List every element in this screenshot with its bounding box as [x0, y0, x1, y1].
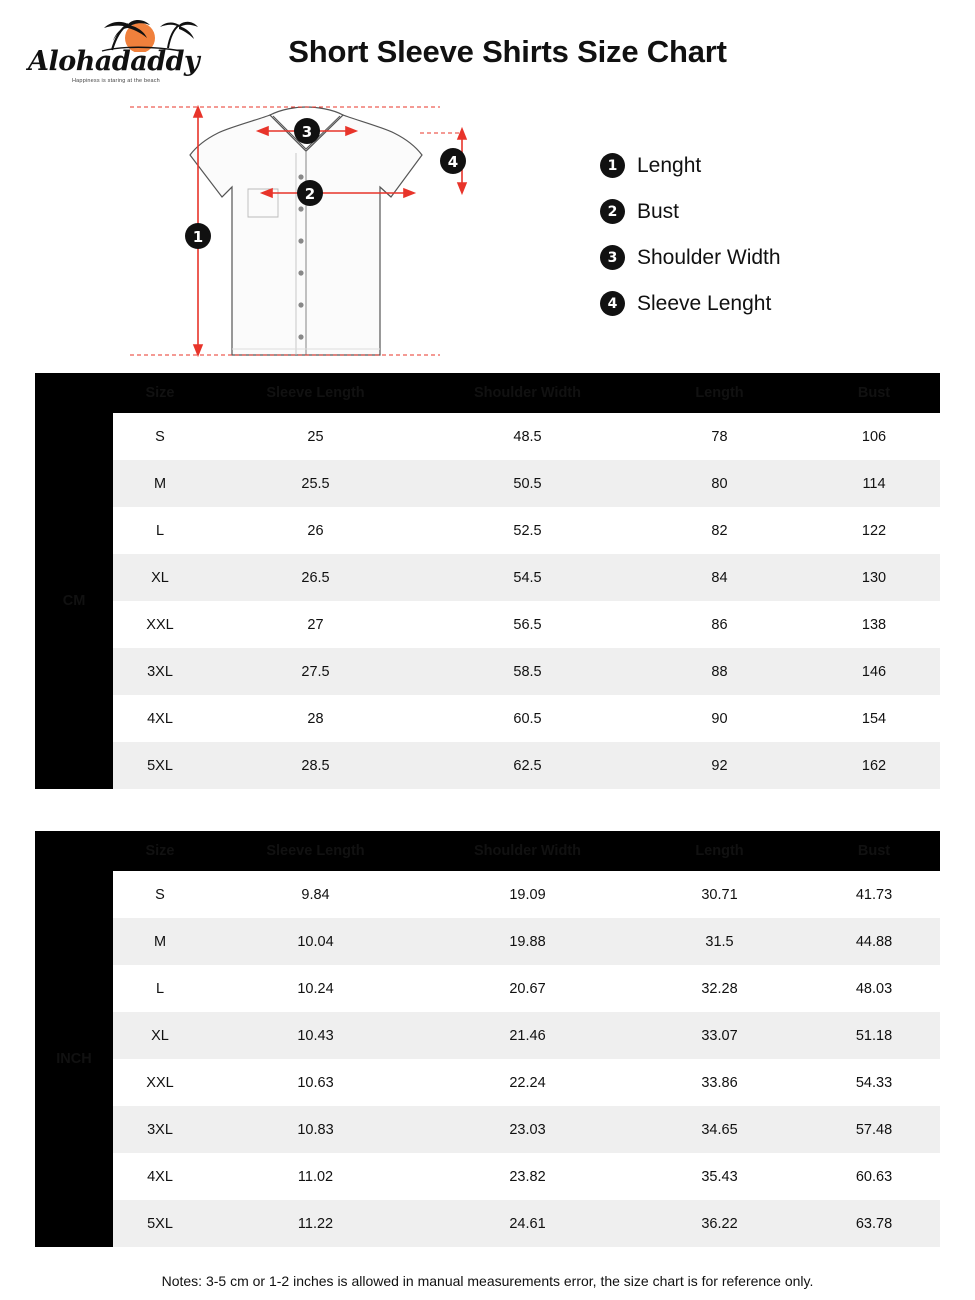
column-header-bust: Bust [808, 831, 940, 871]
size-table-inch [35, 831, 940, 1247]
cell-size: XXL [113, 601, 207, 648]
table-row [35, 965, 940, 1012]
cell-shoulder-width: 23.82 [424, 1153, 631, 1200]
cell-sleeve-length: 10.43 [207, 1012, 424, 1059]
cell-bust: 57.48 [808, 1106, 940, 1153]
column-header-length: Length [631, 831, 808, 871]
cell-length: 33.07 [631, 1012, 808, 1059]
table-row [35, 601, 940, 648]
cell-shoulder-width: 48.5 [424, 413, 631, 460]
legend-badge-1: 1 [600, 153, 625, 178]
cell-shoulder-width: 19.09 [424, 871, 631, 918]
table-row [35, 742, 940, 789]
cell-shoulder-width: 60.5 [424, 695, 631, 742]
table-row [35, 1059, 940, 1106]
cell-bust: 146 [808, 648, 940, 695]
shirt-illustration [110, 93, 500, 371]
cell-length: 84 [631, 554, 808, 601]
legend-badge-4: 4 [600, 291, 625, 316]
table-row [35, 648, 940, 695]
legend-label-length: Lenght [637, 153, 702, 177]
cell-length: 78 [631, 413, 808, 460]
cell-bust: 162 [808, 742, 940, 789]
unit-label-cm: CM [35, 413, 113, 789]
cell-shoulder-width: 22.24 [424, 1059, 631, 1106]
cell-bust: 44.88 [808, 918, 940, 965]
cell-size: M [113, 918, 207, 965]
svg-text:2: 2 [304, 185, 316, 203]
notes-text: Notes: 3-5 cm or 1-2 inches is allowed in manual measurements error, the size chart is for reference only. [161, 1273, 814, 1289]
cell-length: 90 [631, 695, 808, 742]
cell-length: 33.86 [631, 1059, 808, 1106]
cell-size: L [113, 965, 207, 1012]
cell-shoulder-width: 24.61 [424, 1200, 631, 1247]
cell-bust: 138 [808, 601, 940, 648]
measurement-diagram [0, 95, 975, 373]
cell-size: M [113, 460, 207, 507]
brand-name: Alohadaddy [28, 46, 200, 77]
cell-shoulder-width: 62.5 [424, 742, 631, 789]
cell-shoulder-width: 56.5 [424, 601, 631, 648]
cell-sleeve-length: 11.02 [207, 1153, 424, 1200]
cell-length: 34.65 [631, 1106, 808, 1153]
cell-bust: 54.33 [808, 1059, 940, 1106]
cell-shoulder-width: 52.5 [424, 507, 631, 554]
cell-bust: 154 [808, 695, 940, 742]
table-row [35, 871, 940, 918]
legend [600, 153, 940, 337]
cell-sleeve-length: 28.5 [207, 742, 424, 789]
legend-item [600, 245, 940, 270]
column-header-length: Length [631, 373, 808, 413]
page-title: Short Sleeve Shirts Size Chart [288, 34, 727, 69]
cell-sleeve-length: 28 [207, 695, 424, 742]
cell-sleeve-length: 9.84 [207, 871, 424, 918]
legend-item [600, 291, 940, 316]
cell-bust: 106 [808, 413, 940, 460]
column-header-bust: Bust [808, 373, 940, 413]
legend-label-bust: Bust [637, 199, 680, 223]
cell-sleeve-length: 10.04 [207, 918, 424, 965]
cell-size: XL [113, 554, 207, 601]
cell-bust: 130 [808, 554, 940, 601]
table-row [35, 695, 940, 742]
size-table-cm [35, 373, 940, 789]
svg-text:1: 1 [192, 228, 204, 246]
unit-label-inch: INCH [35, 871, 113, 1247]
cell-bust: 122 [808, 507, 940, 554]
cell-shoulder-width: 58.5 [424, 648, 631, 695]
legend-item [600, 153, 940, 178]
page-header [0, 0, 975, 95]
column-header-sleeve-length: Sleeve Length [207, 831, 424, 871]
table-row [35, 1012, 940, 1059]
cell-length: 92 [631, 742, 808, 789]
cell-size: S [113, 413, 207, 460]
cell-length: 88 [631, 648, 808, 695]
cell-size: 4XL [113, 1153, 207, 1200]
cell-sleeve-length: 26 [207, 507, 424, 554]
cell-size: XL [113, 1012, 207, 1059]
column-header-shoulder-width: Shoulder Width [424, 831, 631, 871]
column-header-size: Size [113, 831, 207, 871]
cm-table-block [35, 373, 940, 789]
cell-shoulder-width: 21.46 [424, 1012, 631, 1059]
cell-length: 80 [631, 460, 808, 507]
cell-shoulder-width: 54.5 [424, 554, 631, 601]
inch-table-block [35, 831, 940, 1247]
cell-sleeve-length: 10.83 [207, 1106, 424, 1153]
table-header-row [35, 831, 940, 871]
cell-sleeve-length: 26.5 [207, 554, 424, 601]
cell-length: 32.28 [631, 965, 808, 1012]
unit-corner-cm [35, 373, 113, 413]
table-row [35, 554, 940, 601]
cell-length: 30.71 [631, 871, 808, 918]
table-row [35, 460, 940, 507]
cell-length: 35.43 [631, 1153, 808, 1200]
table-header-row [35, 373, 940, 413]
table-row [35, 413, 940, 460]
cell-sleeve-length: 10.63 [207, 1059, 424, 1106]
table-row [35, 918, 940, 965]
cell-bust: 63.78 [808, 1200, 940, 1247]
cell-shoulder-width: 20.67 [424, 965, 631, 1012]
svg-text:3: 3 [301, 123, 313, 141]
cell-size: 5XL [113, 742, 207, 789]
cell-size: 3XL [113, 648, 207, 695]
column-header-size: Size [113, 373, 207, 413]
legend-badge-3: 3 [600, 245, 625, 270]
cell-bust: 51.18 [808, 1012, 940, 1059]
table-row [35, 1200, 940, 1247]
cell-size: S [113, 871, 207, 918]
table-row [35, 507, 940, 554]
cell-size: 4XL [113, 695, 207, 742]
cell-sleeve-length: 27.5 [207, 648, 424, 695]
column-header-sleeve-length: Sleeve Length [207, 373, 424, 413]
table-gap [0, 789, 975, 831]
cell-size: XXL [113, 1059, 207, 1106]
cell-sleeve-length: 10.24 [207, 965, 424, 1012]
cell-bust: 41.73 [808, 871, 940, 918]
legend-badge-2: 2 [600, 199, 625, 224]
cell-length: 86 [631, 601, 808, 648]
cell-size: 5XL [113, 1200, 207, 1247]
svg-text:4: 4 [447, 153, 459, 171]
cell-sleeve-length: 25 [207, 413, 424, 460]
cell-shoulder-width: 19.88 [424, 918, 631, 965]
cell-length: 31.5 [631, 918, 808, 965]
cell-length: 36.22 [631, 1200, 808, 1247]
legend-item [600, 199, 940, 224]
unit-corner-inch [35, 831, 113, 871]
cell-length: 82 [631, 507, 808, 554]
legend-label-shoulder-width: Shoulder Width [637, 245, 781, 269]
table-row [35, 1153, 940, 1200]
cell-sleeve-length: 25.5 [207, 460, 424, 507]
cell-size: 3XL [113, 1106, 207, 1153]
legend-label-sleeve-length: Sleeve Lenght [637, 291, 772, 315]
cell-sleeve-length: 27 [207, 601, 424, 648]
column-header-shoulder-width: Shoulder Width [424, 373, 631, 413]
cell-shoulder-width: 50.5 [424, 460, 631, 507]
cell-size: L [113, 507, 207, 554]
cell-bust: 60.63 [808, 1153, 940, 1200]
cell-shoulder-width: 23.03 [424, 1106, 631, 1153]
brand-tagline: Happiness is staring at the beach [72, 78, 160, 84]
table-row [35, 1106, 940, 1153]
cell-sleeve-length: 11.22 [207, 1200, 424, 1247]
cell-bust: 114 [808, 460, 940, 507]
cell-bust: 48.03 [808, 965, 940, 1012]
